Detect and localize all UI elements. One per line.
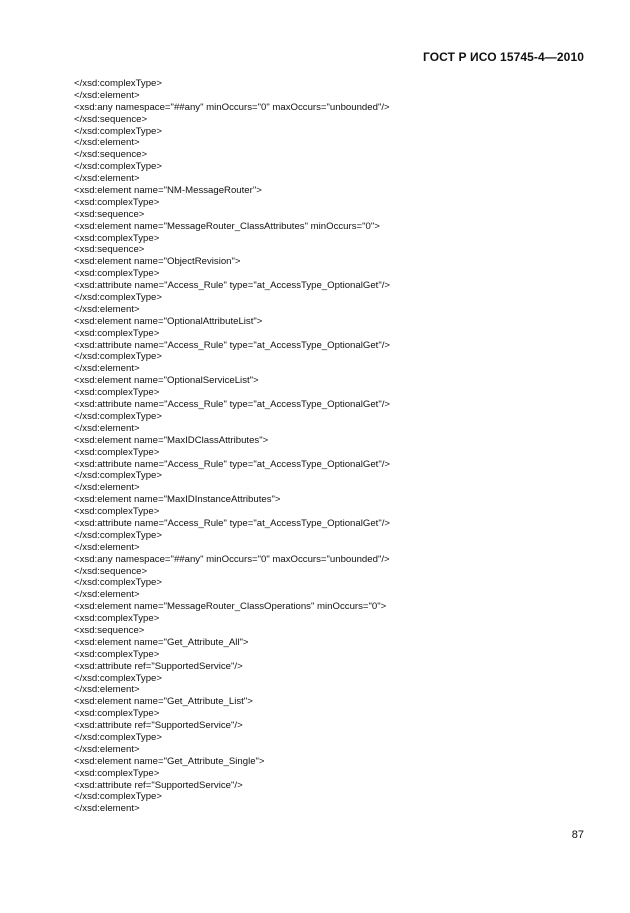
code-line: </xsd:complexType> [74, 410, 162, 422]
code-line: <xsd:complexType> [74, 327, 160, 339]
code-line: <xsd:element name="Get_Attribute_List"> [74, 696, 253, 708]
code-line: </xsd:element> [74, 803, 140, 815]
code-line: <xsd:element name="OptionalServiceList"> [74, 375, 259, 387]
code-line: <xsd:attribute name="Access_Rule" type="at_AccessType_OptionalGet"/> [74, 280, 390, 292]
code-line: </xsd:complexType> [74, 529, 162, 541]
code-line: <xsd:sequence> [74, 624, 145, 636]
code-line: <xsd:complexType> [74, 506, 160, 518]
code-line: </xsd:element> [74, 173, 140, 185]
code-line: </xsd:complexType> [74, 161, 162, 173]
code-line: <xsd:attribute name="Access_Rule" type="at_AccessType_OptionalGet"/> [74, 517, 390, 529]
code-line: <xsd:complexType> [74, 268, 160, 280]
code-line: <xsd:element name="Get_Attribute_Single"> [74, 755, 265, 767]
code-line: <xsd:complexType> [74, 232, 160, 244]
code-line: </xsd:complexType> [74, 731, 162, 743]
code-line: <xsd:sequence> [74, 208, 145, 220]
code-line: </xsd:element> [74, 89, 140, 101]
code-line: <xsd:sequence> [74, 244, 145, 256]
code-line: </xsd:complexType> [74, 791, 162, 803]
code-line: <xsd:attribute ref="SupportedService"/> [74, 660, 243, 672]
code-line: <xsd:complexType> [74, 446, 160, 458]
code-line: <xsd:complexType> [74, 648, 160, 660]
code-line: <xsd:element name="MaxIDInstanceAttributes"> [74, 494, 281, 506]
code-line: <xsd:element name="ObjectRevision"> [74, 256, 241, 268]
code-line: <xsd:attribute name="Access_Rule" type="at_AccessType_OptionalGet"/> [74, 458, 390, 470]
code-line: </xsd:element> [74, 303, 140, 315]
code-line: </xsd:sequence> [74, 113, 148, 125]
code-line: </xsd:element> [74, 363, 140, 375]
document-header: ГОСТ Р ИСО 15745-4—2010 [422, 50, 584, 64]
code-line: <xsd:complexType> [74, 708, 160, 720]
code-line: </xsd:element> [74, 541, 140, 553]
code-line: </xsd:complexType> [74, 672, 162, 684]
code-line: <xsd:attribute ref="SupportedService"/> [74, 720, 243, 732]
code-line: <xsd:complexType> [74, 613, 160, 625]
code-line: </xsd:sequence> [74, 149, 148, 161]
code-line: <xsd:element name="OptionalAttributeList"> [74, 315, 263, 327]
code-line: </xsd:element> [74, 482, 140, 494]
xsd-code-listing [74, 78, 590, 815]
code-line: <xsd:element name="Get_Attribute_All"> [74, 636, 249, 648]
code-line: <xsd:element name="MessageRouter_ClassAttributes" minOccurs="0"> [74, 220, 380, 232]
code-line: </xsd:sequence> [74, 565, 148, 577]
code-line: <xsd:element name="NM-MessageRouter"> [74, 185, 262, 197]
code-line: <xsd:attribute name="Access_Rule" type="at_AccessType_OptionalGet"/> [74, 399, 390, 411]
code-line: </xsd:element> [74, 589, 140, 601]
page-number: 87 [571, 829, 584, 841]
code-line: <xsd:complexType> [74, 387, 160, 399]
code-line: </xsd:complexType> [74, 470, 162, 482]
code-line: <xsd:element name="MaxIDClassAttributes"> [74, 434, 269, 446]
code-line: </xsd:element> [74, 422, 140, 434]
code-line: <xsd:attribute name="Access_Rule" type="at_AccessType_OptionalGet"/> [74, 339, 390, 351]
code-line: </xsd:complexType> [74, 125, 162, 137]
code-line: </xsd:element> [74, 684, 140, 696]
code-line: </xsd:element> [74, 743, 140, 755]
code-line: </xsd:complexType> [74, 292, 162, 304]
code-line: <xsd:any namespace="##any" minOccurs="0" maxOccurs="unbounded"/> [74, 101, 390, 113]
code-line: </xsd:complexType> [74, 351, 162, 363]
code-line: </xsd:complexType> [74, 577, 162, 589]
code-line: <xsd:complexType> [74, 767, 160, 779]
code-line: <xsd:complexType> [74, 196, 160, 208]
code-line: </xsd:element> [74, 137, 140, 149]
code-line: <xsd:any namespace="##any" minOccurs="0" maxOccurs="unbounded"/> [74, 553, 390, 565]
code-line: <xsd:attribute ref="SupportedService"/> [74, 779, 243, 791]
code-line: <xsd:element name="MessageRouter_ClassOperations" minOccurs="0"> [74, 601, 387, 613]
code-line: </xsd:complexType> [74, 78, 162, 89]
